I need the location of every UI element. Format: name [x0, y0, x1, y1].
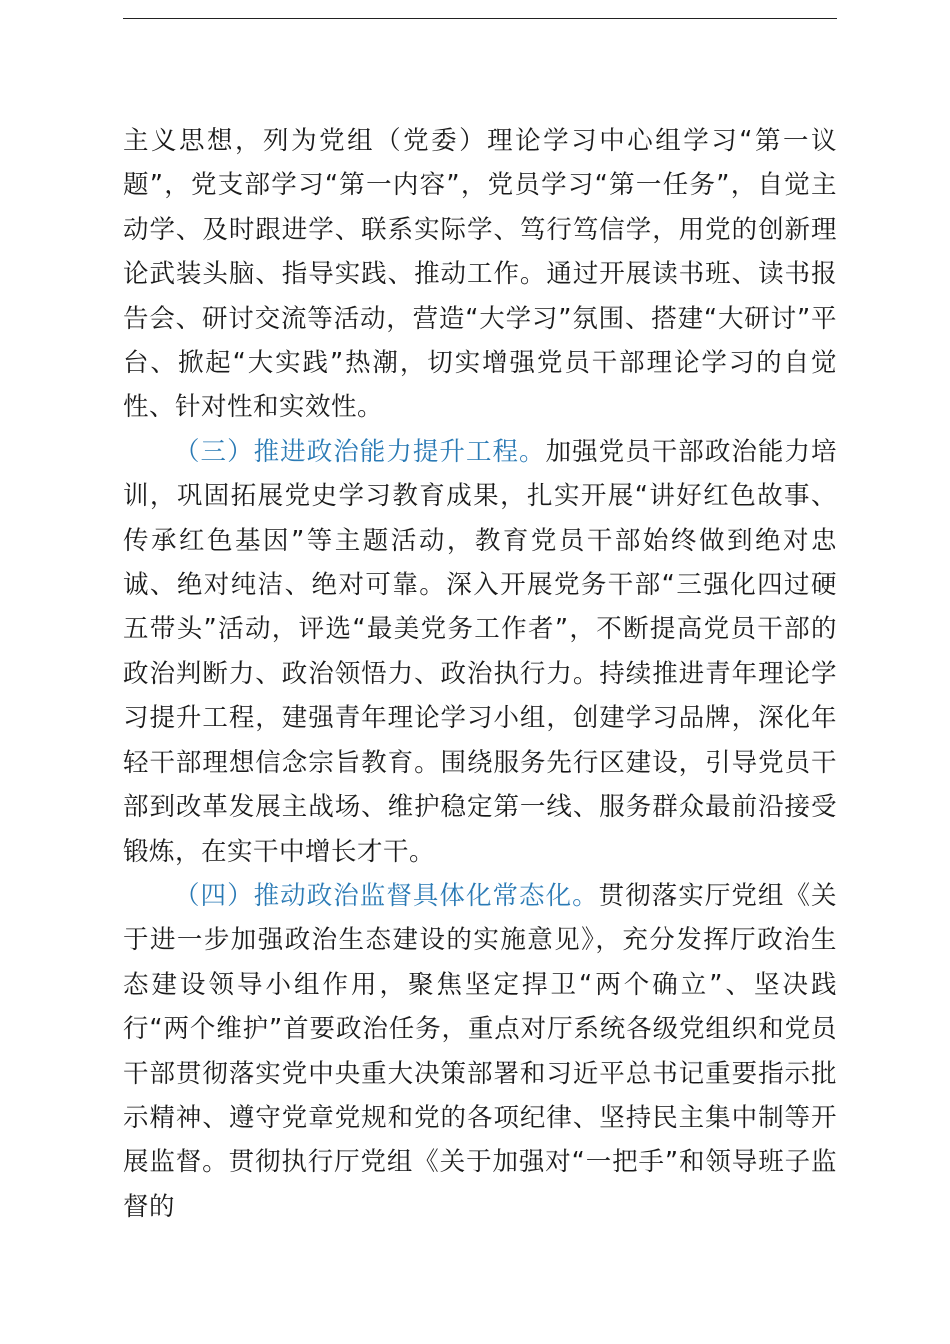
header-rule — [123, 18, 837, 19]
paragraph-intro — [123, 119, 837, 430]
section-4-heading: （四）推动政治监督具体化常态化。 — [174, 880, 599, 911]
section-3-text: 加强党员干部政治能力培训，巩固拓展党史学习教育成果，扎实开展“讲好红色故事、传承红色基因”等主题活动，教育党员干部始终做到绝对忠诚、绝对纯洁、绝对可靠。深入开展党务干部“三强化四过硬五带头”活动，评选“最美党务工作者”，不断提高党员干部的政治判断力、政治领悟力、政治执行力。持续推进青年理论学习提升工程，建强青年理论学习小组，创建学习品牌，深化年轻干部理想信念宗旨教育。围绕服务先行区建设，引导党员干部到改革发展主战场、维护稳定第一线、服务群众最前沿接受锻炼，在实干中增长才干。 — [123, 436, 837, 867]
section-3-heading: （三）推进政治能力提升工程。 — [174, 436, 546, 467]
paragraph-intro-text: 主义思想，列为党组（党委）理论学习中心组学习“第一议题”，党支部学习“第一内容”，党员学习“第一任务”，自觉主动学、及时跟进学、联系实际学、笃行笃信学，用党的创新理论武装头脑、指导实践、推动工作。通过开展读书班、读书报告会、研讨交流等活动，营造“大学习”氛围、搭建“大研讨”平台、掀起“大实践”热潮，切实增强党员干部理论学习的自觉性、针对性和实效性。 — [123, 126, 837, 423]
section-4-text: 贯彻落实厅党组《关于进一步加强政治生态建设的实施意见》，充分发挥厅政治生态建设领导小组作用，聚焦坚定捍卫“两个确立”、坚决践行“两个维护”首要政治任务，重点对厅系统各级党组织和党员干部贯彻落实党中央重大决策部署和习近平总书记重要指示批示精神、遵守党章党规和党的各项纪律、坚持民主集中制等开展监督。贯彻执行厅党组《关于加强对“一把手”和领导班子监督的 — [123, 880, 837, 1222]
paragraph-section-4 — [123, 874, 837, 1229]
paragraph-section-3 — [123, 430, 837, 874]
document-body — [123, 119, 837, 1229]
